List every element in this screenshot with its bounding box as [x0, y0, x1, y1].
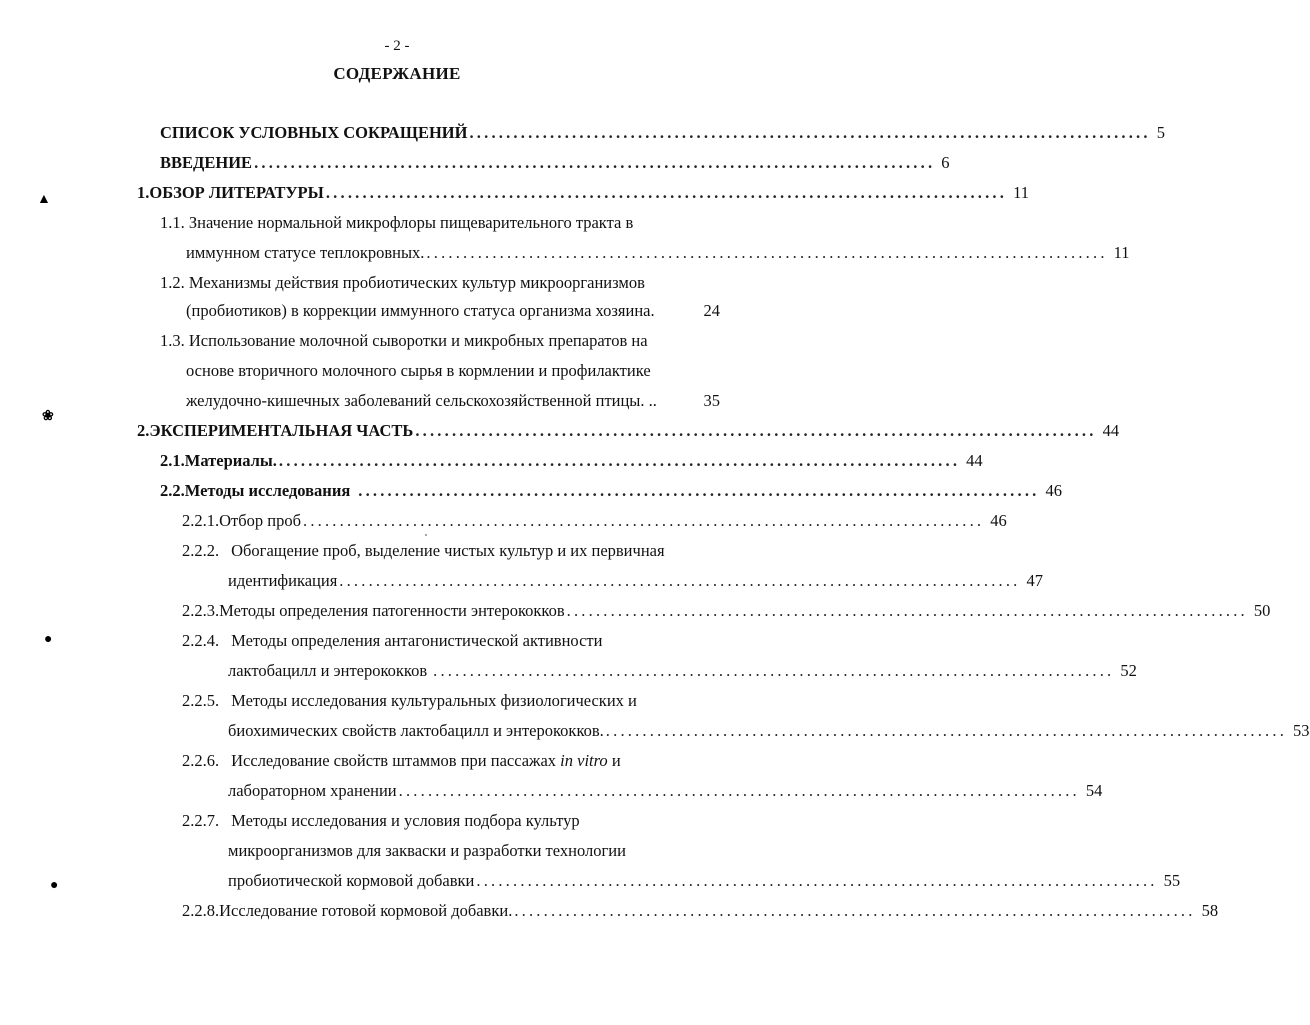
toc-leader: .............................................................................................: [514, 901, 1196, 920]
toc-page-number: 24: [703, 301, 720, 320]
toc-page-number: 52: [1120, 661, 1137, 680]
toc-leader: .............................................................................................: [325, 183, 1008, 202]
toc-entry-2-2-2: [182, 538, 665, 564]
toc-entry-title-cont: иммунном статусе теплокровных.: [186, 243, 425, 262]
toc-entry-2-2-5: [182, 688, 637, 714]
toc-entry-number: 2.2.8.: [182, 901, 220, 920]
toc-entry-number: 1.2.: [160, 273, 185, 292]
toc-entry-title-cont: (пробиотиков) в коррекции иммунного статуса организма хозяина.: [186, 301, 655, 320]
toc-page-number: 46: [990, 511, 1007, 530]
toc-entry-title-cont: пробиотической кормовой добавки: [228, 871, 475, 890]
toc-leader: .............................................................................................: [433, 661, 1115, 680]
toc-entry-title-italic: in vitro: [560, 751, 608, 770]
toc-entry-2-2-6: [182, 748, 621, 774]
toc-page-number: 46: [1045, 481, 1062, 500]
toc-entry-title-cont: желудочно-кишечных заболеваний сельскохозяйственной птицы. ..: [186, 391, 657, 410]
toc-entry-title: ОБЗОР ЛИТЕРАТУРЫ: [149, 183, 324, 202]
toc-entry-2-2-2-cont: [228, 568, 1044, 594]
toc-entry-number: 2.2.1.: [182, 511, 220, 530]
toc-entry-introduction: [160, 150, 950, 176]
toc-entry-title-cont: идентификация: [228, 571, 338, 590]
toc-entry-title: Материалы.: [184, 451, 277, 470]
toc-page-number: 11: [1113, 243, 1130, 262]
toc-entry-2-2-7-cont2: [228, 868, 1181, 894]
toc-entry-2-2-3: [182, 598, 1271, 624]
toc-leader: .............................................................................................: [566, 601, 1248, 620]
toc-entry-number: 2.2.: [160, 481, 185, 500]
toc-entry-1-2: [160, 270, 645, 296]
toc-page-number: 54: [1085, 781, 1103, 800]
toc-page-number: 35: [703, 391, 720, 410]
toc-page-number: 44: [1102, 421, 1120, 440]
toc-entry-1-3-cont: основе вторичного молочного сырья в кормлении и профилактике: [186, 361, 651, 380]
toc-entry-2-2-4-cont: [228, 658, 1137, 684]
toc-entry-title: Использование молочной сыворотки и микробных препаратов на: [188, 331, 648, 350]
toc-entry-abbreviations: [160, 120, 1165, 146]
toc-entry-number: 2.1.: [160, 451, 185, 470]
toc-entry-number: 2.2.6.: [182, 751, 220, 770]
toc-page-number: 50: [1253, 601, 1271, 620]
toc-entry-number: 1.: [137, 183, 150, 202]
scan-artifact-mark: ▲: [37, 192, 51, 207]
toc-entry-2-2-8: [182, 898, 1219, 924]
toc-leader: .............................................................................................: [254, 153, 936, 172]
toc-page-number: 55: [1163, 871, 1181, 890]
toc-leader: .............................................................................................: [339, 571, 1021, 590]
toc-entry-title: Методы исследования культуральных физиологических и: [231, 691, 637, 710]
toc-entry-title: ЭКСПЕРИМЕНТАЛЬНАЯ ЧАСТЬ: [149, 421, 414, 440]
toc-leader: .............................................................................................: [605, 721, 1288, 740]
toc-entry-number: 2.2.2.: [182, 541, 220, 560]
toc-entry-1: [137, 180, 1029, 206]
toc-page-number: 47: [1026, 571, 1044, 590]
toc-entry-2: [137, 418, 1120, 444]
toc-entry-2-1: [160, 448, 983, 474]
toc-entry-2-2-4: [182, 628, 602, 654]
toc-entry-1-2-cont: [186, 298, 720, 324]
scan-artifact-mark: ●: [50, 878, 59, 893]
toc-entry-title: Методы исследования и условия подбора культур: [231, 811, 580, 830]
toc-leader: .............................................................................................: [358, 481, 1040, 500]
toc-page-number: 6: [941, 153, 950, 172]
toc-entry-title: Методы исследования: [184, 481, 351, 500]
toc-leader: .............................................................................................: [415, 421, 1097, 440]
toc-entry-title: Исследование готовой кормовой добавки.: [219, 901, 513, 920]
toc-entry-title-after: и: [611, 751, 621, 770]
toc-entry-title-cont: лабораторном хранении: [228, 781, 397, 800]
toc-entry-title: Отбор проб: [219, 511, 301, 530]
toc-leader: .............................................................................................: [426, 243, 1108, 262]
toc-entry-title: СПИСОК УСЛОВНЫХ СОКРАЩЕНИЙ: [160, 123, 468, 142]
toc-leader: .............................................................................................: [469, 123, 1151, 142]
toc-entry-2-2: [160, 478, 1062, 504]
toc-entry-title: Обогащение проб, выделение чистых культур и их первичная: [231, 541, 665, 560]
toc-page-number: 44: [966, 451, 983, 470]
toc-entry-number: 2.2.4.: [182, 631, 220, 650]
toc-entry-title-cont: лактобацилл и энтерококков: [228, 661, 428, 680]
toc-entry-2-2-7: [182, 808, 580, 834]
toc-entry-2-2-5-cont: [228, 718, 1310, 744]
toc-entry-1-1: [160, 210, 633, 236]
toc-entry-2-2-1: [182, 508, 1007, 534]
page-title: СОДЕРЖАНИЕ: [333, 64, 461, 83]
toc-entry-number: 2.2.3.: [182, 601, 220, 620]
toc-entry-1-1-cont: [186, 240, 1130, 266]
scan-dust: [425, 534, 427, 536]
toc-page-number: 11: [1013, 183, 1029, 202]
toc-page-number: 58: [1201, 901, 1219, 920]
toc-entry-title: Механизмы действия пробиотических культур микроорганизмов: [188, 273, 645, 292]
toc-entry-number: 2.2.5.: [182, 691, 220, 710]
toc-leader: .............................................................................................: [398, 781, 1080, 800]
toc-leader: .............................................................................................: [303, 511, 985, 530]
toc-entry-title: Значение нормальной микрофлоры пищеварительного тракта в: [188, 213, 634, 232]
toc-entry-title: ВВЕДЕНИЕ: [160, 153, 253, 172]
toc-entry-title-cont: биохимических свойств лактобацилл и энтерококков.: [228, 721, 604, 740]
toc-leader: .............................................................................................: [278, 451, 961, 470]
toc-leader: .............................................................................................: [476, 871, 1158, 890]
toc-entry-title: Исследование свойств штаммов при пассажах: [231, 751, 557, 770]
toc-entry-number: 2.2.7.: [182, 811, 220, 830]
toc-entry-1-3-cont2: [186, 388, 720, 414]
toc-entry-title: Методы определения патогенности энтерококков: [219, 601, 565, 620]
toc-entry-number: 1.1.: [160, 213, 185, 232]
toc-entry-1-3: [160, 328, 648, 354]
toc-page-number: 53: [1293, 721, 1310, 740]
scan-artifact-mark: ●: [44, 632, 53, 647]
toc-entry-number: 2.: [137, 421, 150, 440]
toc-entry-number: 1.3.: [160, 331, 185, 350]
toc-page-number: 5: [1156, 123, 1165, 142]
toc-entry-title: Методы определения антагонистической активности: [231, 631, 603, 650]
page-number: - 2 -: [384, 38, 410, 54]
toc-entry-2-2-7-cont: микроорганизмов для закваски и разработки технологии: [228, 841, 626, 860]
scan-artifact-mark: ❀: [42, 409, 54, 424]
toc-entry-2-2-6-cont: [228, 778, 1103, 804]
